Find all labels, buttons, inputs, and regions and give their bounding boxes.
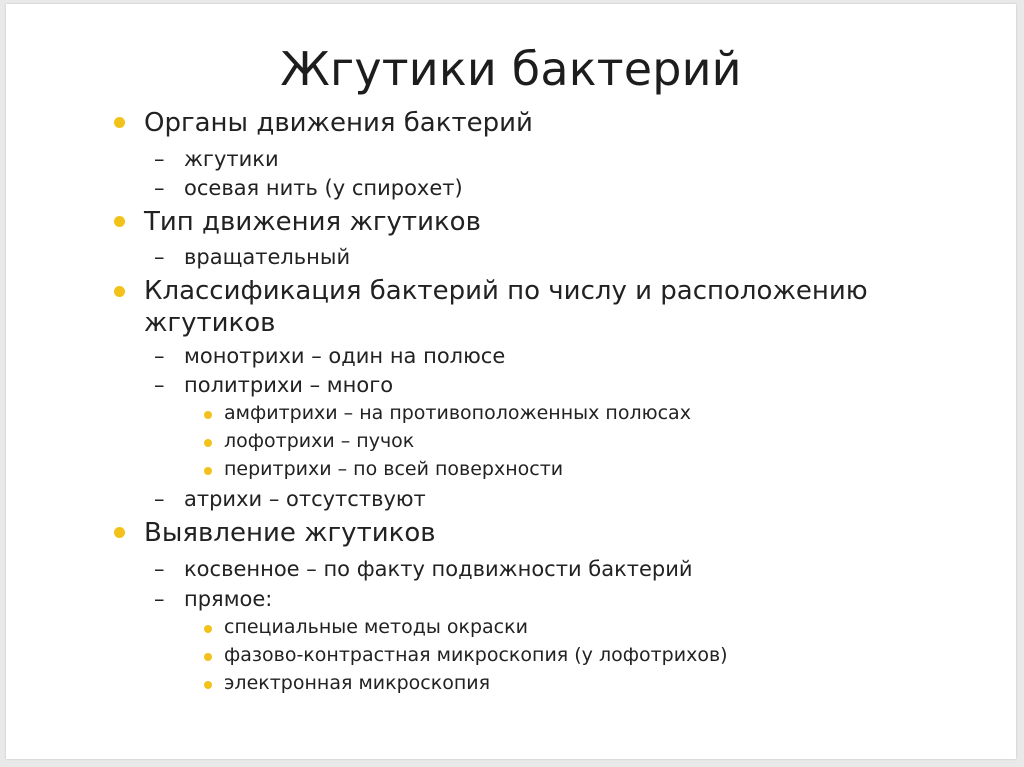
sub-sub-item: электронная микроскопия bbox=[224, 672, 491, 694]
slide-title: Жгутики бактерий bbox=[280, 42, 742, 96]
dash-icon: – bbox=[154, 344, 165, 368]
bullet-item: Тип движения жгутиков bbox=[144, 207, 481, 237]
dash-icon: – bbox=[154, 176, 165, 200]
sub-item: монотрихи – один на полюсе bbox=[184, 344, 506, 368]
sub-item: политрихи – много bbox=[184, 373, 394, 397]
bullet-item: Классификация бактерий по числу и расположению bbox=[144, 276, 868, 306]
dash-icon: – bbox=[154, 373, 165, 397]
dash-icon: – bbox=[154, 487, 165, 511]
bullet-icon bbox=[114, 527, 125, 538]
bullet-icon bbox=[204, 467, 212, 475]
bullet-icon bbox=[204, 439, 212, 447]
sub-sub-item: специальные методы окраски bbox=[224, 616, 528, 638]
bullet-item: Выявление жгутиков bbox=[144, 518, 436, 548]
dash-icon: – bbox=[154, 557, 165, 581]
bullet-icon bbox=[204, 625, 212, 633]
bullet-item: Органы движения бактерий bbox=[144, 108, 533, 138]
bullet-icon bbox=[114, 117, 125, 128]
dash-icon: – bbox=[154, 587, 165, 611]
sub-sub-item: лофотрихи – пучок bbox=[224, 430, 415, 452]
bullet-icon bbox=[114, 286, 125, 297]
sub-sub-item: фазово-контрастная микроскопия (у лофотрихов) bbox=[224, 644, 728, 666]
slide bbox=[6, 4, 1016, 759]
sub-item: вращательный bbox=[184, 245, 351, 269]
bullet-item-continuation: жгутиков bbox=[144, 308, 276, 338]
bullet-icon bbox=[204, 411, 212, 419]
bullet-icon bbox=[204, 681, 212, 689]
bullet-icon bbox=[114, 216, 125, 227]
sub-item: атрихи – отсутствуют bbox=[184, 487, 426, 511]
sub-item: косвенное – по факту подвижности бактерий bbox=[184, 557, 693, 581]
bullet-icon bbox=[204, 653, 212, 661]
sub-item: осевая нить (у спирохет) bbox=[184, 176, 463, 200]
dash-icon: – bbox=[154, 245, 165, 269]
sub-item: жгутики bbox=[184, 147, 279, 171]
sub-sub-item: перитрихи – по всей поверхности bbox=[224, 458, 564, 480]
sub-sub-item: амфитрихи – на противоположенных полюсах bbox=[224, 402, 691, 424]
dash-icon: – bbox=[154, 147, 165, 171]
sub-item: прямое: bbox=[184, 587, 273, 611]
